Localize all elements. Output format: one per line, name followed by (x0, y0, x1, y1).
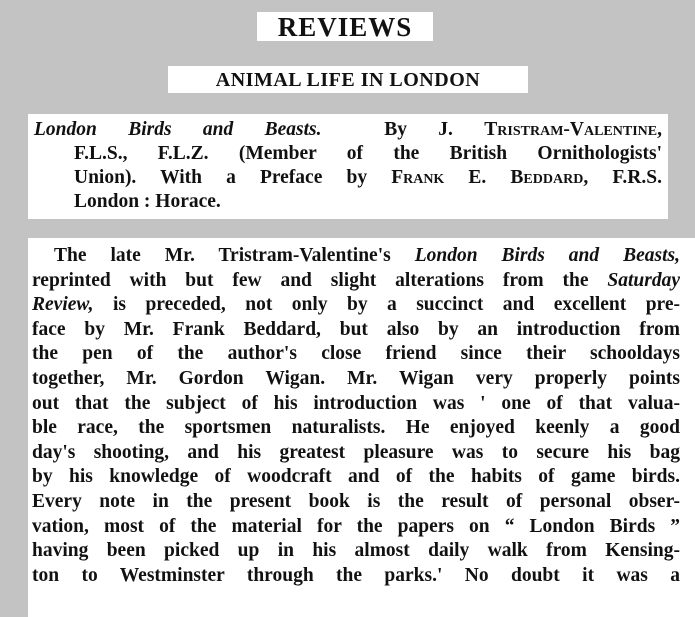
body-line (32, 490, 680, 514)
body-text: out that the subject of his introduction was ' one of that valua- (32, 392, 680, 414)
body-line (32, 441, 680, 465)
body-line (32, 465, 680, 489)
citation-line-2: F.L.S., F.L.Z. (Member of the British Ornithologists' (74, 143, 662, 164)
body-text: face by Mr. Frank Beddard, but also by an introduction from (32, 318, 680, 340)
book-citation (28, 114, 668, 219)
preface-text: Union). With a Preface by (74, 167, 368, 188)
book-title: London Birds and Beasts. (34, 119, 322, 140)
body-text: having been picked up in his almost daily walk from Kensing- (32, 540, 680, 562)
body-line (54, 244, 680, 268)
body-text: Every note in the present book is the result of personal obser- (32, 491, 680, 512)
citation-line-1 (34, 118, 662, 142)
preface-author: Frank E. Beddard, (391, 167, 589, 188)
italic-title: Review, (32, 294, 94, 316)
body-line (32, 564, 680, 588)
body-line (32, 392, 680, 416)
body-text: together, Mr. Gordon Wigan. Mr. Wigan very properly points (32, 368, 680, 389)
preface-credentials: F.R.S. (612, 167, 662, 188)
body-line (32, 416, 680, 440)
article-title: ANIMAL LIFE IN LONDON (168, 66, 528, 93)
section-heading: REVIEWS (257, 12, 433, 41)
citation-line-3 (74, 166, 662, 190)
body-line (32, 539, 680, 563)
body-text: ble race, the sportsmen naturalists. He enjoyed keenly a good (32, 417, 680, 439)
by-text: By J. (384, 119, 453, 140)
body-text: reprinted with but few and slight alterations from the (32, 269, 608, 291)
body-line (32, 318, 680, 342)
body-text: by his knowledge of woodcraft and of the habits of game birds. (32, 466, 680, 488)
citation-line-4: London : Horace. (74, 191, 221, 212)
body-text: The late Mr. Tristram-Valentine's (54, 245, 415, 266)
italic-title: Saturday (607, 269, 680, 291)
body-text: the pen of the author's close friend since their schooldays (32, 343, 680, 365)
body-text: is preceded, not only by a succinct and excellent pre- (93, 294, 680, 316)
body-line (32, 515, 680, 539)
review-body (28, 238, 695, 617)
italic-title: London Birds and Beasts, (414, 245, 680, 266)
body-line (32, 342, 680, 366)
body-text: day's shooting, and his greatest pleasure was to secure his bag (32, 441, 680, 463)
body-text: ton to Westminster through the parks.' No doubt it was a (32, 564, 680, 586)
body-line (32, 269, 680, 293)
author-name: Tristram-Valentine, (484, 119, 662, 140)
body-line (32, 367, 680, 391)
body-text: vation, most of the material for the papers on “ London Birds ” (32, 515, 680, 537)
body-line (32, 293, 680, 317)
